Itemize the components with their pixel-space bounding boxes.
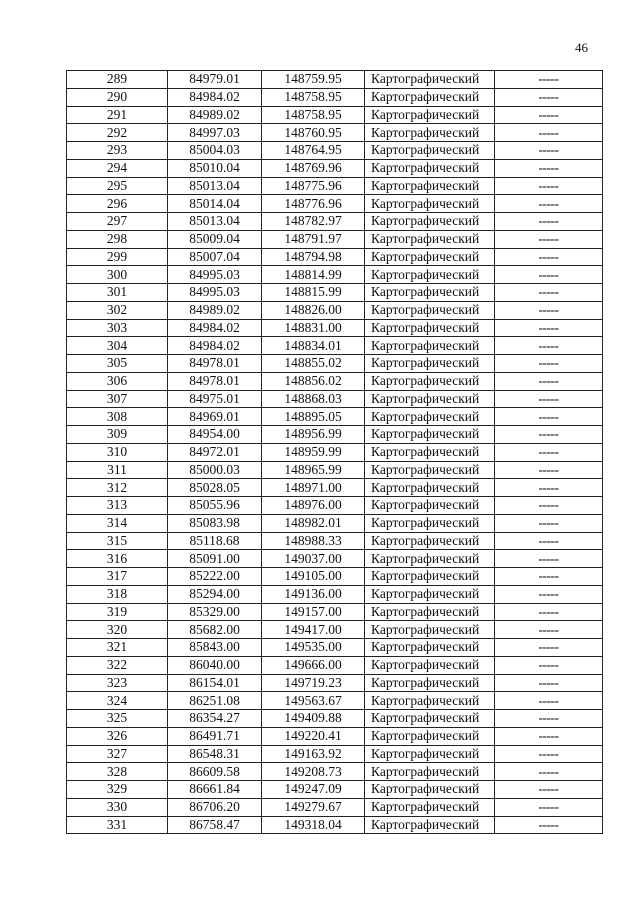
table-row <box>67 266 603 284</box>
point-number-cell: 289 <box>67 71 168 89</box>
method-cell: Картографический <box>365 195 495 213</box>
y-coordinate-cell: 148965.99 <box>262 461 365 479</box>
x-coordinate-cell: 84978.01 <box>168 372 262 390</box>
x-coordinate-cell: 84984.02 <box>168 88 262 106</box>
y-coordinate-cell: 148794.98 <box>262 248 365 266</box>
method-cell: Картографический <box>365 727 495 745</box>
table-row <box>67 106 603 124</box>
table-row <box>67 195 603 213</box>
x-coordinate-cell: 86491.71 <box>168 727 262 745</box>
accuracy-cell: ----- <box>495 319 603 337</box>
accuracy-cell: ----- <box>495 798 603 816</box>
method-cell: Картографический <box>365 461 495 479</box>
point-number-cell: 299 <box>67 248 168 266</box>
y-coordinate-cell: 149208.73 <box>262 763 365 781</box>
accuracy-cell: ----- <box>495 195 603 213</box>
x-coordinate-cell: 85013.04 <box>168 177 262 195</box>
table-row <box>67 408 603 426</box>
accuracy-cell: ----- <box>495 745 603 763</box>
accuracy-cell: ----- <box>495 177 603 195</box>
table-row <box>67 88 603 106</box>
x-coordinate-cell: 85118.68 <box>168 532 262 550</box>
y-coordinate-cell: 148895.05 <box>262 408 365 426</box>
point-number-cell: 302 <box>67 301 168 319</box>
table-row <box>67 621 603 639</box>
method-cell: Картографический <box>365 763 495 781</box>
table-row <box>67 514 603 532</box>
method-cell: Картографический <box>365 585 495 603</box>
y-coordinate-cell: 148791.97 <box>262 230 365 248</box>
point-number-cell: 324 <box>67 692 168 710</box>
y-coordinate-cell: 148868.03 <box>262 390 365 408</box>
y-coordinate-cell: 149563.67 <box>262 692 365 710</box>
point-number-cell: 321 <box>67 639 168 657</box>
accuracy-cell: ----- <box>495 71 603 89</box>
accuracy-cell: ----- <box>495 763 603 781</box>
table-row <box>67 461 603 479</box>
accuracy-cell: ----- <box>495 372 603 390</box>
x-coordinate-cell: 84969.01 <box>168 408 262 426</box>
point-number-cell: 310 <box>67 443 168 461</box>
method-cell: Картографический <box>365 514 495 532</box>
accuracy-cell: ----- <box>495 408 603 426</box>
point-number-cell: 325 <box>67 710 168 728</box>
accuracy-cell: ----- <box>495 710 603 728</box>
y-coordinate-cell: 148760.95 <box>262 124 365 142</box>
x-coordinate-cell: 84984.02 <box>168 337 262 355</box>
accuracy-cell: ----- <box>495 443 603 461</box>
x-coordinate-cell: 85222.00 <box>168 568 262 586</box>
method-cell: Картографический <box>365 319 495 337</box>
point-number-cell: 331 <box>67 816 168 834</box>
accuracy-cell: ----- <box>495 337 603 355</box>
table-row <box>67 497 603 515</box>
table-row <box>67 301 603 319</box>
coordinates-table <box>66 70 603 834</box>
accuracy-cell: ----- <box>495 426 603 444</box>
y-coordinate-cell: 149535.00 <box>262 639 365 657</box>
table-row <box>67 355 603 373</box>
method-cell: Картографический <box>365 408 495 426</box>
y-coordinate-cell: 148856.02 <box>262 372 365 390</box>
x-coordinate-cell: 85083.98 <box>168 514 262 532</box>
method-cell: Картографический <box>365 337 495 355</box>
accuracy-cell: ----- <box>495 142 603 160</box>
x-coordinate-cell: 84984.02 <box>168 319 262 337</box>
table-row <box>67 71 603 89</box>
accuracy-cell: ----- <box>495 568 603 586</box>
x-coordinate-cell: 85009.04 <box>168 230 262 248</box>
accuracy-cell: ----- <box>495 266 603 284</box>
accuracy-cell: ----- <box>495 656 603 674</box>
point-number-cell: 298 <box>67 230 168 248</box>
x-coordinate-cell: 84995.03 <box>168 266 262 284</box>
point-number-cell: 301 <box>67 284 168 302</box>
x-coordinate-cell: 85843.00 <box>168 639 262 657</box>
y-coordinate-cell: 148971.00 <box>262 479 365 497</box>
table-row <box>67 710 603 728</box>
table-row <box>67 550 603 568</box>
table-row <box>67 816 603 834</box>
table-row <box>67 656 603 674</box>
table-row <box>67 603 603 621</box>
method-cell: Картографический <box>365 568 495 586</box>
accuracy-cell: ----- <box>495 213 603 231</box>
table-row <box>67 781 603 799</box>
y-coordinate-cell: 148834.01 <box>262 337 365 355</box>
y-coordinate-cell: 149247.09 <box>262 781 365 799</box>
method-cell: Картографический <box>365 745 495 763</box>
x-coordinate-cell: 85329.00 <box>168 603 262 621</box>
table-row <box>67 230 603 248</box>
accuracy-cell: ----- <box>495 284 603 302</box>
x-coordinate-cell: 86661.84 <box>168 781 262 799</box>
method-cell: Картографический <box>365 781 495 799</box>
coordinates-table-body <box>67 71 603 834</box>
point-number-cell: 290 <box>67 88 168 106</box>
x-coordinate-cell: 86706.20 <box>168 798 262 816</box>
y-coordinate-cell: 148855.02 <box>262 355 365 373</box>
table-row <box>67 568 603 586</box>
point-number-cell: 314 <box>67 514 168 532</box>
x-coordinate-cell: 86548.31 <box>168 745 262 763</box>
method-cell: Картографический <box>365 301 495 319</box>
table-row <box>67 337 603 355</box>
x-coordinate-cell: 85000.03 <box>168 461 262 479</box>
accuracy-cell: ----- <box>495 248 603 266</box>
table-row <box>67 763 603 781</box>
method-cell: Картографический <box>365 88 495 106</box>
table-row <box>67 426 603 444</box>
accuracy-cell: ----- <box>495 301 603 319</box>
point-number-cell: 312 <box>67 479 168 497</box>
point-number-cell: 327 <box>67 745 168 763</box>
x-coordinate-cell: 85013.04 <box>168 213 262 231</box>
x-coordinate-cell: 84989.02 <box>168 301 262 319</box>
point-number-cell: 300 <box>67 266 168 284</box>
y-coordinate-cell: 149409.88 <box>262 710 365 728</box>
accuracy-cell: ----- <box>495 124 603 142</box>
method-cell: Картографический <box>365 532 495 550</box>
method-cell: Картографический <box>365 656 495 674</box>
x-coordinate-cell: 85010.04 <box>168 159 262 177</box>
table-row <box>67 319 603 337</box>
accuracy-cell: ----- <box>495 621 603 639</box>
point-number-cell: 326 <box>67 727 168 745</box>
x-coordinate-cell: 84975.01 <box>168 390 262 408</box>
table-row <box>67 745 603 763</box>
point-number-cell: 317 <box>67 568 168 586</box>
table-row <box>67 124 603 142</box>
point-number-cell: 295 <box>67 177 168 195</box>
method-cell: Картографический <box>365 639 495 657</box>
y-coordinate-cell: 148764.95 <box>262 142 365 160</box>
accuracy-cell: ----- <box>495 497 603 515</box>
y-coordinate-cell: 149157.00 <box>262 603 365 621</box>
point-number-cell: 323 <box>67 674 168 692</box>
x-coordinate-cell: 85055.96 <box>168 497 262 515</box>
x-coordinate-cell: 86609.58 <box>168 763 262 781</box>
method-cell: Картографический <box>365 177 495 195</box>
method-cell: Картографический <box>365 266 495 284</box>
point-number-cell: 292 <box>67 124 168 142</box>
y-coordinate-cell: 149037.00 <box>262 550 365 568</box>
table-row <box>67 390 603 408</box>
accuracy-cell: ----- <box>495 550 603 568</box>
point-number-cell: 307 <box>67 390 168 408</box>
y-coordinate-cell: 148758.95 <box>262 88 365 106</box>
method-cell: Картографический <box>365 692 495 710</box>
point-number-cell: 313 <box>67 497 168 515</box>
table-row <box>67 585 603 603</box>
y-coordinate-cell: 148982.01 <box>262 514 365 532</box>
x-coordinate-cell: 86354.27 <box>168 710 262 728</box>
accuracy-cell: ----- <box>495 639 603 657</box>
table-row <box>67 727 603 745</box>
method-cell: Картографический <box>365 284 495 302</box>
table-row <box>67 639 603 657</box>
table-row <box>67 692 603 710</box>
accuracy-cell: ----- <box>495 692 603 710</box>
method-cell: Картографический <box>365 798 495 816</box>
y-coordinate-cell: 148782.97 <box>262 213 365 231</box>
method-cell: Картографический <box>365 550 495 568</box>
method-cell: Картографический <box>365 497 495 515</box>
x-coordinate-cell: 85007.04 <box>168 248 262 266</box>
x-coordinate-cell: 84995.03 <box>168 284 262 302</box>
method-cell: Картографический <box>365 372 495 390</box>
accuracy-cell: ----- <box>495 390 603 408</box>
table-row <box>67 177 603 195</box>
x-coordinate-cell: 84989.02 <box>168 106 262 124</box>
x-coordinate-cell: 85028.05 <box>168 479 262 497</box>
page-number: 46 <box>575 40 588 55</box>
y-coordinate-cell: 149136.00 <box>262 585 365 603</box>
method-cell: Картографический <box>365 479 495 497</box>
x-coordinate-cell: 86758.47 <box>168 816 262 834</box>
y-coordinate-cell: 148988.33 <box>262 532 365 550</box>
x-coordinate-cell: 84978.01 <box>168 355 262 373</box>
accuracy-cell: ----- <box>495 479 603 497</box>
method-cell: Картографический <box>365 603 495 621</box>
point-number-cell: 316 <box>67 550 168 568</box>
accuracy-cell: ----- <box>495 461 603 479</box>
accuracy-cell: ----- <box>495 816 603 834</box>
y-coordinate-cell: 148956.99 <box>262 426 365 444</box>
point-number-cell: 304 <box>67 337 168 355</box>
x-coordinate-cell: 85294.00 <box>168 585 262 603</box>
point-number-cell: 297 <box>67 213 168 231</box>
table-row <box>67 479 603 497</box>
y-coordinate-cell: 148775.96 <box>262 177 365 195</box>
x-coordinate-cell: 85091.00 <box>168 550 262 568</box>
table-row <box>67 372 603 390</box>
x-coordinate-cell: 84972.01 <box>168 443 262 461</box>
y-coordinate-cell: 149318.04 <box>262 816 365 834</box>
accuracy-cell: ----- <box>495 585 603 603</box>
y-coordinate-cell: 148769.96 <box>262 159 365 177</box>
method-cell: Картографический <box>365 426 495 444</box>
x-coordinate-cell: 86154.01 <box>168 674 262 692</box>
x-coordinate-cell: 84979.01 <box>168 71 262 89</box>
y-coordinate-cell: 149279.67 <box>262 798 365 816</box>
method-cell: Картографический <box>365 710 495 728</box>
method-cell: Картографический <box>365 248 495 266</box>
point-number-cell: 293 <box>67 142 168 160</box>
point-number-cell: 330 <box>67 798 168 816</box>
point-number-cell: 303 <box>67 319 168 337</box>
point-number-cell: 329 <box>67 781 168 799</box>
y-coordinate-cell: 148831.00 <box>262 319 365 337</box>
point-number-cell: 305 <box>67 355 168 373</box>
table-row <box>67 142 603 160</box>
point-number-cell: 320 <box>67 621 168 639</box>
method-cell: Картографический <box>365 213 495 231</box>
accuracy-cell: ----- <box>495 514 603 532</box>
method-cell: Картографический <box>365 159 495 177</box>
y-coordinate-cell: 148815.99 <box>262 284 365 302</box>
x-coordinate-cell: 85004.03 <box>168 142 262 160</box>
accuracy-cell: ----- <box>495 106 603 124</box>
y-coordinate-cell: 149719.23 <box>262 674 365 692</box>
accuracy-cell: ----- <box>495 532 603 550</box>
y-coordinate-cell: 148758.95 <box>262 106 365 124</box>
y-coordinate-cell: 148976.00 <box>262 497 365 515</box>
table-row <box>67 213 603 231</box>
y-coordinate-cell: 148959.99 <box>262 443 365 461</box>
method-cell: Картографический <box>365 142 495 160</box>
point-number-cell: 308 <box>67 408 168 426</box>
point-number-cell: 291 <box>67 106 168 124</box>
x-coordinate-cell: 85682.00 <box>168 621 262 639</box>
y-coordinate-cell: 149163.92 <box>262 745 365 763</box>
point-number-cell: 294 <box>67 159 168 177</box>
y-coordinate-cell: 148826.00 <box>262 301 365 319</box>
y-coordinate-cell: 148759.95 <box>262 71 365 89</box>
x-coordinate-cell: 84997.03 <box>168 124 262 142</box>
point-number-cell: 328 <box>67 763 168 781</box>
method-cell: Картографический <box>365 355 495 373</box>
method-cell: Картографический <box>365 621 495 639</box>
method-cell: Картографический <box>365 443 495 461</box>
method-cell: Картографический <box>365 124 495 142</box>
point-number-cell: 315 <box>67 532 168 550</box>
point-number-cell: 311 <box>67 461 168 479</box>
x-coordinate-cell: 86251.08 <box>168 692 262 710</box>
method-cell: Картографический <box>365 674 495 692</box>
y-coordinate-cell: 149666.00 <box>262 656 365 674</box>
method-cell: Картографический <box>365 71 495 89</box>
table-row <box>67 443 603 461</box>
point-number-cell: 296 <box>67 195 168 213</box>
x-coordinate-cell: 85014.04 <box>168 195 262 213</box>
table-row <box>67 674 603 692</box>
accuracy-cell: ----- <box>495 88 603 106</box>
accuracy-cell: ----- <box>495 159 603 177</box>
accuracy-cell: ----- <box>495 727 603 745</box>
table-row <box>67 284 603 302</box>
method-cell: Картографический <box>365 230 495 248</box>
y-coordinate-cell: 149417.00 <box>262 621 365 639</box>
table-row <box>67 532 603 550</box>
point-number-cell: 306 <box>67 372 168 390</box>
y-coordinate-cell: 149220.41 <box>262 727 365 745</box>
table-row <box>67 798 603 816</box>
method-cell: Картографический <box>365 390 495 408</box>
accuracy-cell: ----- <box>495 674 603 692</box>
accuracy-cell: ----- <box>495 230 603 248</box>
point-number-cell: 318 <box>67 585 168 603</box>
accuracy-cell: ----- <box>495 355 603 373</box>
table-row <box>67 248 603 266</box>
x-coordinate-cell: 86040.00 <box>168 656 262 674</box>
method-cell: Картографический <box>365 816 495 834</box>
x-coordinate-cell: 84954.00 <box>168 426 262 444</box>
accuracy-cell: ----- <box>495 781 603 799</box>
point-number-cell: 322 <box>67 656 168 674</box>
table-row <box>67 159 603 177</box>
y-coordinate-cell: 148776.96 <box>262 195 365 213</box>
point-number-cell: 319 <box>67 603 168 621</box>
point-number-cell: 309 <box>67 426 168 444</box>
accuracy-cell: ----- <box>495 603 603 621</box>
method-cell: Картографический <box>365 106 495 124</box>
y-coordinate-cell: 149105.00 <box>262 568 365 586</box>
y-coordinate-cell: 148814.99 <box>262 266 365 284</box>
